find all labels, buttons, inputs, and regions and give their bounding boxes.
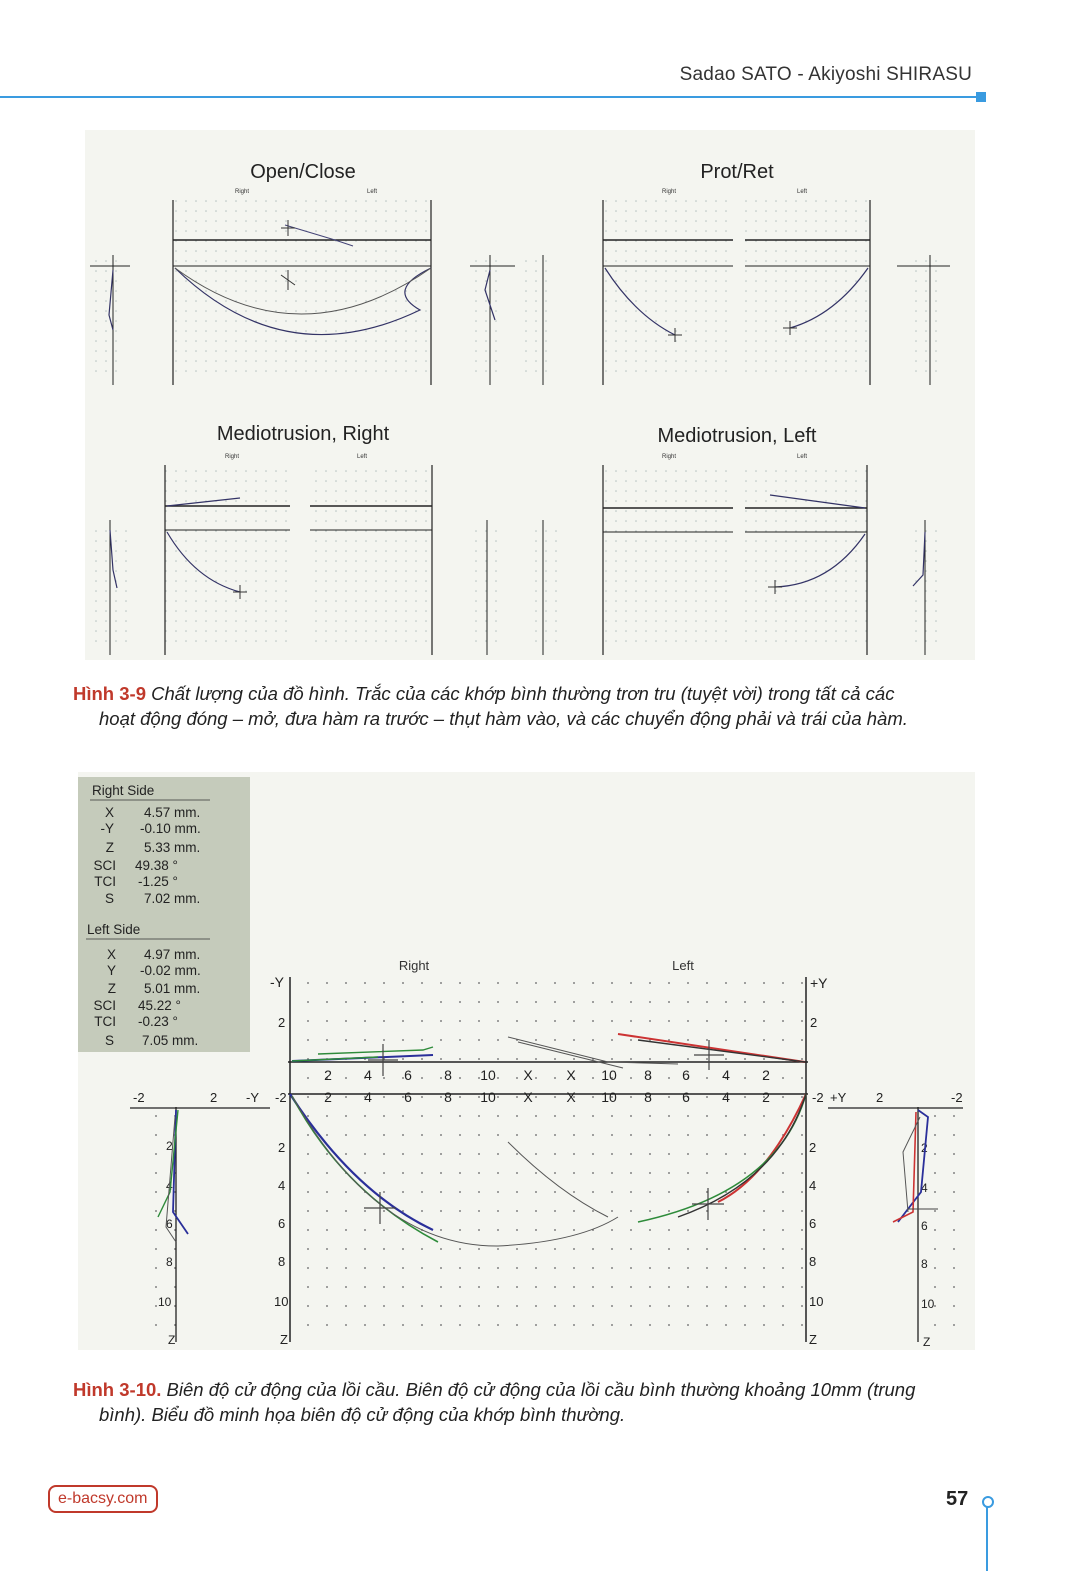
svg-text:8: 8	[644, 1089, 652, 1105]
figure-3-10-graphic	[78, 772, 975, 1350]
caption-label: Hình 3-10.	[73, 1379, 162, 1400]
side-label-right: Right	[235, 189, 250, 195]
readout-value: 49.38 °	[135, 858, 178, 873]
readout-value: 4.97 mm.	[144, 947, 201, 962]
panel-title: Prot/Ret	[700, 161, 774, 183]
caption-label: Hình 3-9	[73, 683, 146, 704]
svg-text:6: 6	[278, 1216, 286, 1231]
readout-key: X	[104, 805, 114, 820]
page-number-rule	[986, 1500, 988, 1571]
readout-value: -0.23 °	[138, 1014, 178, 1029]
svg-text:2: 2	[324, 1089, 332, 1105]
readout-key: X	[106, 947, 116, 962]
readout-value: 5.01 mm.	[144, 981, 201, 996]
panel-title: Mediotrusion, Right	[216, 423, 390, 445]
svg-text:8: 8	[166, 1255, 173, 1269]
svg-text:6: 6	[682, 1067, 690, 1083]
condyle-range-graph	[130, 958, 963, 1349]
caption-text-line1: Chất lượng của đồ hình. Trắc của các khớp bình thường trơn tru (tuyệt vời) trong tất cả các	[145, 683, 895, 704]
svg-text:8: 8	[444, 1089, 452, 1105]
svg-text:2: 2	[278, 1140, 286, 1155]
side-label-right: Right	[398, 958, 430, 973]
svg-text:6: 6	[921, 1219, 928, 1233]
svg-text:-2: -2	[951, 1090, 963, 1105]
svg-text:Z: Z	[923, 1335, 931, 1349]
svg-text:10: 10	[601, 1067, 617, 1083]
site-link[interactable]: e-bacsy.com	[48, 1485, 158, 1513]
svg-text:10: 10	[274, 1294, 289, 1309]
header-rule	[0, 96, 980, 98]
svg-text:4: 4	[364, 1067, 372, 1083]
svg-text:10: 10	[480, 1067, 496, 1083]
readout-key: Y	[106, 963, 116, 978]
readout-value: -1.25 °	[138, 874, 178, 889]
readout-value: 7.02 mm.	[144, 891, 201, 906]
panel-open-close	[90, 161, 515, 385]
svg-text:Z: Z	[168, 1333, 176, 1347]
readout-key: -Y	[100, 821, 114, 836]
caption-figure-3-10	[73, 1377, 983, 1427]
axis-label-pos-y: +Y	[810, 975, 828, 991]
readout-key: SCI	[93, 998, 116, 1013]
svg-text:4: 4	[364, 1089, 372, 1105]
readout-value: 7.05 mm.	[142, 1033, 199, 1048]
page-number-marker	[982, 1496, 994, 1508]
svg-text:6: 6	[404, 1067, 412, 1083]
svg-text:2: 2	[166, 1139, 173, 1153]
svg-text:4: 4	[809, 1178, 817, 1193]
svg-text:8: 8	[921, 1257, 928, 1271]
caption-text-line2: hoạt động đóng – mở, đưa hàm ra trước – thụt hàm vào, và các chuyển động phải và trái của hàm.	[99, 708, 908, 729]
svg-text:4: 4	[166, 1179, 173, 1193]
svg-text:Z: Z	[280, 1332, 288, 1347]
svg-text:X: X	[566, 1089, 576, 1105]
svg-text:10: 10	[158, 1295, 172, 1309]
svg-text:2: 2	[762, 1067, 770, 1083]
svg-text:-2: -2	[133, 1090, 145, 1105]
side-label-left: Left	[672, 958, 694, 973]
svg-text:Z: Z	[809, 1332, 817, 1347]
svg-text:4: 4	[722, 1089, 730, 1105]
panel-prot-ret	[525, 161, 950, 385]
svg-text:8: 8	[809, 1254, 817, 1269]
side-label-right: Right	[225, 454, 240, 460]
svg-text:10: 10	[601, 1089, 617, 1105]
readout-value: 45.22 °	[138, 998, 181, 1013]
readout-value: 5.33 mm.	[144, 840, 201, 855]
svg-text:4: 4	[278, 1178, 286, 1193]
side-label-right: Right	[662, 454, 677, 460]
panel-mediotrusion-right	[95, 423, 503, 655]
readout-key: Z	[107, 981, 116, 996]
figure-3-9-graphic	[85, 130, 975, 660]
svg-text:10: 10	[921, 1297, 935, 1311]
readout-heading: Left Side	[87, 922, 141, 937]
svg-text:2: 2	[278, 1015, 286, 1030]
svg-text:X: X	[523, 1089, 533, 1105]
header-rule-marker	[976, 92, 986, 102]
readout-value: -0.02 mm.	[140, 963, 201, 978]
svg-text:2: 2	[809, 1140, 817, 1155]
side-label-left: Left	[797, 189, 808, 195]
svg-text:10: 10	[480, 1089, 496, 1105]
svg-text:X: X	[523, 1067, 533, 1083]
svg-text:8: 8	[278, 1254, 286, 1269]
svg-text:6: 6	[166, 1217, 173, 1231]
side-label-left: Left	[357, 454, 368, 460]
svg-text:+Y: +Y	[830, 1090, 847, 1105]
figure-3-9	[85, 130, 975, 660]
readout-key: TCI	[94, 874, 116, 889]
svg-text:-Y: -Y	[246, 1090, 259, 1105]
panel-title: Mediotrusion, Left	[657, 425, 817, 447]
svg-text:6: 6	[809, 1216, 817, 1231]
svg-text:8: 8	[644, 1067, 652, 1083]
svg-text:2: 2	[810, 1015, 818, 1030]
svg-text:6: 6	[404, 1089, 412, 1105]
panel-title: Open/Close	[250, 161, 356, 183]
svg-text:2: 2	[324, 1067, 332, 1083]
header-author: Sadao SATO - Akiyoshi SHIRASU	[679, 64, 972, 85]
caption-text-line2: bình). Biểu đồ minh họa biên độ cử động của khớp bình thường.	[99, 1404, 626, 1425]
caption-figure-3-9	[73, 681, 983, 731]
svg-text:4: 4	[921, 1181, 928, 1195]
svg-text:2: 2	[876, 1090, 884, 1105]
page-number: 57	[946, 1488, 969, 1510]
readout-key: SCI	[93, 858, 116, 873]
side-label-left: Left	[797, 454, 808, 460]
readout-key: S	[104, 891, 114, 906]
panel-mediotrusion-left	[530, 425, 940, 655]
svg-text:2: 2	[762, 1089, 770, 1105]
readout-value: -0.10 mm.	[140, 821, 201, 836]
caption-text-line1: Biên độ cử động của lồi cầu. Biên độ cử động của lồi cầu bình thường khoảng 10mm (trung	[161, 1379, 916, 1400]
svg-text:8: 8	[444, 1067, 452, 1083]
side-label-right: Right	[662, 189, 677, 195]
readout-heading: Right Side	[92, 783, 155, 798]
readout-key: Z	[105, 840, 114, 855]
readout-key: S	[104, 1033, 114, 1048]
readout-key: TCI	[94, 1014, 116, 1029]
svg-text:X: X	[566, 1067, 576, 1083]
svg-text:6: 6	[682, 1089, 690, 1105]
svg-text:4: 4	[722, 1067, 730, 1083]
svg-text:2: 2	[921, 1141, 928, 1155]
svg-text:10: 10	[809, 1294, 824, 1309]
svg-text:2: 2	[210, 1090, 218, 1105]
figure-3-10	[78, 772, 975, 1350]
side-label-left: Left	[367, 189, 378, 195]
axis-label-neg-y: -Y	[270, 974, 284, 990]
readout-value: 4.57 mm.	[144, 805, 201, 820]
svg-text:-2: -2	[275, 1090, 287, 1105]
svg-text:-2: -2	[812, 1090, 824, 1105]
